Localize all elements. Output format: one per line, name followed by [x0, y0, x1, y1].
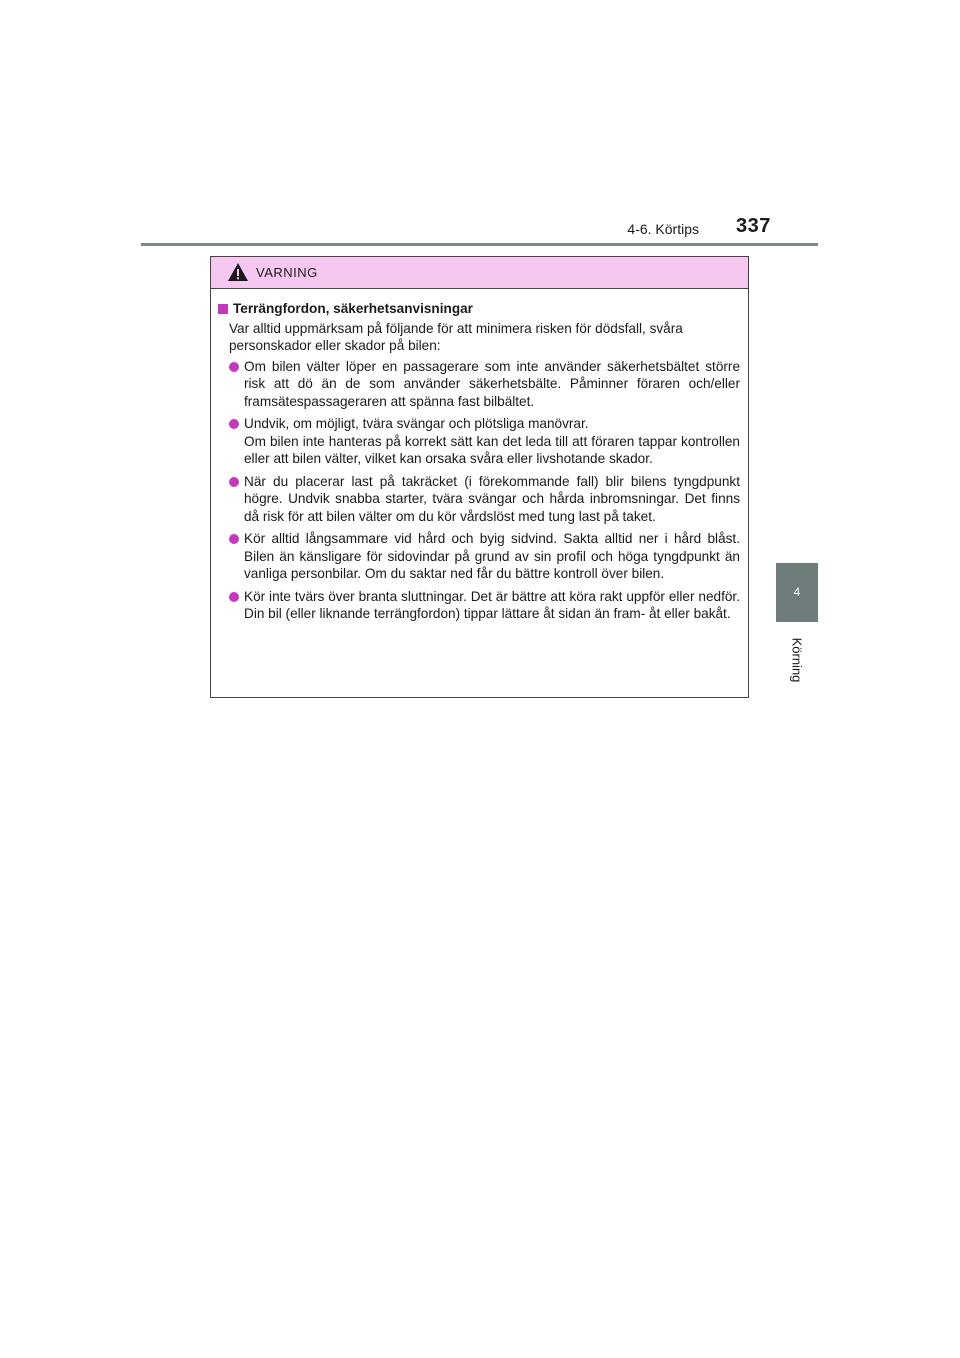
circle-bullet-icon [229, 419, 239, 429]
list-item [217, 530, 740, 583]
intro-text: Var alltid uppmärksam på följande för att minimera risken för dödsfall, svåra personskador eller skador på bilen: [229, 320, 683, 353]
chapter-tab: 4 [776, 563, 818, 622]
list-item-text: Undvik, om möjligt, tvära svängar och plötsliga manövrar. [244, 416, 589, 431]
section-heading-text: Terrängfordon, säkerhetsanvisningar [233, 301, 473, 316]
warning-list [217, 358, 740, 623]
page-number: 337 [736, 215, 771, 237]
list-item [217, 415, 740, 468]
list-item-text: När du placerar last på takräcket (i förekommande fall) blir bilens tyngdpunkt högre. Undvik snabba starter, tvära svängar och hårda inbromsningar. Det finns då risk för att bilen välter om du kör vårdslöst med tung last på taket. [244, 473, 740, 524]
circle-bullet-icon [229, 477, 239, 487]
warning-body [211, 289, 748, 628]
circle-bullet-icon [229, 592, 239, 602]
list-item-text-continued: Om bilen inte hanteras på korrekt sätt kan det leda till att föraren tappar kontrollen eller att bilen välter, vilket kan orsaka svåra eller livshotande skador. [244, 433, 740, 466]
header-rule [141, 243, 818, 246]
warning-box [210, 256, 749, 698]
warning-title: VARNING [256, 265, 318, 280]
square-bullet-icon [218, 304, 228, 314]
list-item [217, 588, 740, 623]
section-heading [217, 300, 740, 318]
header-section: 4-6. Körtips [627, 221, 699, 237]
list-item-text: Om bilen välter löper en passagerare som inte använder säkerhetsbältet större risk att dö än de som använder säkerhetsbälte. Påminner föraren och/eller framsätespassageraren att spänna fast bilbältet. [244, 358, 740, 409]
list-item-text: Kör alltid långsammare vid hård och byig sidvind. Sakta alltid ner i hård blåst. Bilen än känsligare för sidovindar på grund av sin profil och höga tyngdpunkt än vanliga personbilar. Om du saktar ned får du bättre kontroll över bilen. [244, 531, 740, 581]
circle-bullet-icon [229, 534, 239, 544]
warning-header [211, 257, 748, 289]
warning-triangle-icon [227, 262, 249, 282]
list-item-text: Kör inte tvärs över branta sluttningar. Det är bättre att köra rakt uppför eller nedför. Din bil (eller liknande terrängfordon) tippar lättare åt sidan än fram- åt eller bakåt. [244, 588, 740, 621]
circle-bullet-icon [229, 362, 239, 372]
chapter-label [774, 630, 820, 690]
list-item [217, 358, 740, 411]
chapter-name: Körning [789, 637, 805, 683]
list-item [217, 473, 740, 526]
